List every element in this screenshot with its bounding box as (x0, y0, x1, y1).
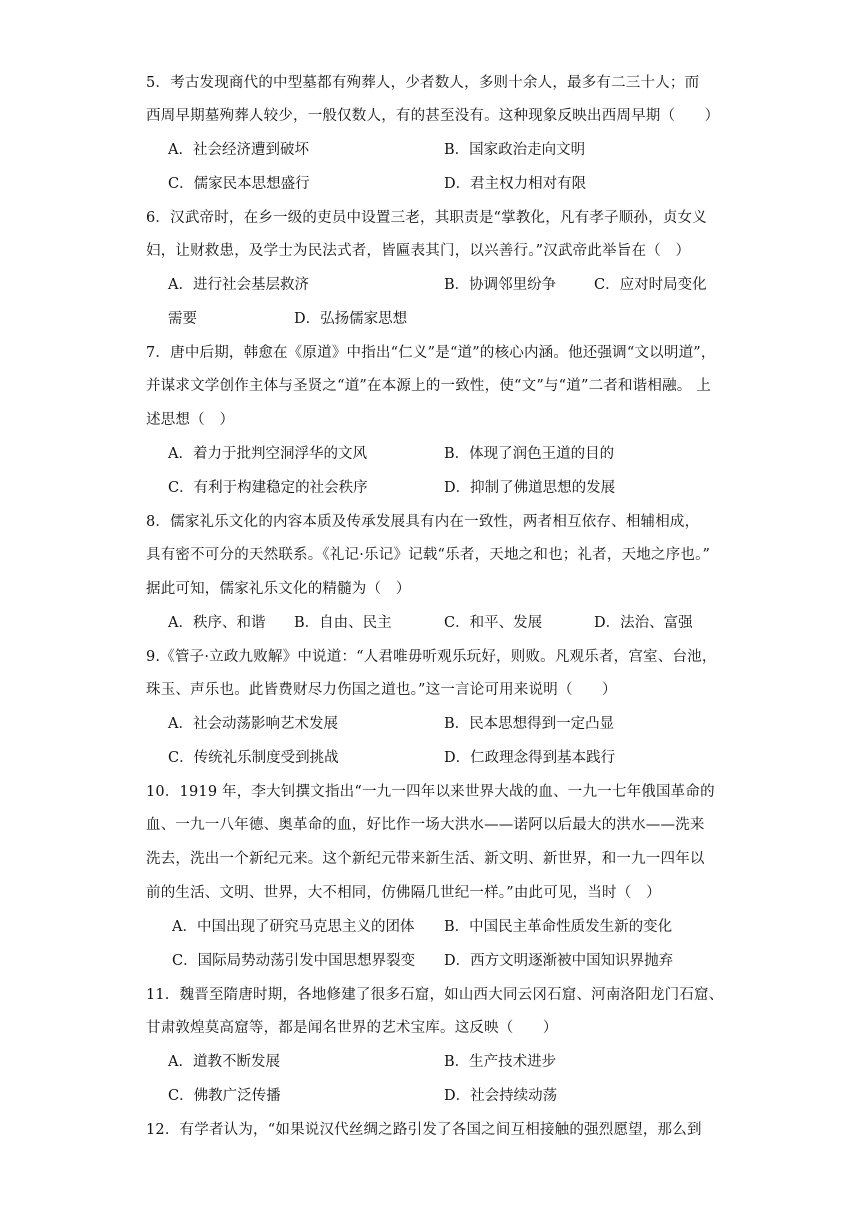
question-5-option-d[interactable]: D．君主权力相对有限 (444, 176, 587, 192)
question-6-option-d[interactable]: D．弘扬儒家思想 (294, 311, 408, 327)
question-6-line-2: 妇，让财救患，及学士为民法式者，皆匾表其门，以兴善行。”汉武帝此举旨在（ ） (146, 243, 691, 259)
question-10-line-2: 血、一九一八年德、奥革命的血，好比作一场大洪水——诺阿以后最大的洪水——洗来 (146, 817, 705, 833)
question-5-option-c[interactable]: C．儒家民本思想盛行 (168, 176, 310, 192)
question-5-option-b[interactable]: B．国家政治走向文明 (444, 142, 586, 158)
question-9-line-1: 9.《管子·立政九败解》中说道：“人君唯毋听观乐玩好，则败。凡观乐者，宫室、台池， (146, 649, 717, 665)
question-6-option-c[interactable]: C．应对时局变化 (594, 277, 707, 293)
question-10-option-c[interactable]: C．国际局势动荡引发中国思想界裂变 (172, 953, 416, 969)
question-9-option-d[interactable]: D．仁政理念得到基本践行 (444, 750, 616, 766)
question-7-option-d[interactable]: D．抑制了佛道思想的发展 (444, 480, 616, 496)
question-7-line-3: 述思想（ ） (146, 412, 235, 428)
question-10-line-4: 前的生活、文明、世界，大不相同，仿佛隔几世纪一样。”由此可见，当时（ ） (146, 885, 661, 901)
question-10-option-b[interactable]: B．中国民主革命性质发生新的变化 (444, 919, 673, 935)
question-11-option-b[interactable]: B．生产技术进步 (444, 1054, 557, 1070)
question-8-line-3: 据此可知，儒家礼乐文化的精髓为（ ） (146, 581, 411, 597)
question-8-option-b[interactable]: B．自由、民主 (294, 615, 392, 631)
question-8-option-d[interactable]: D．法治、富强 (594, 615, 693, 631)
question-12-line-1: 12．有学者认为，“如果说汉代丝绸之路引发了各国之间互相接触的强烈愿望，那么到 (146, 1122, 702, 1138)
question-7-line-1: 7．唐中后期，韩愈在《原道》中指出“仁义”是“道”的核心内涵。他还强调“文以明道”， (146, 345, 716, 361)
question-9-option-a[interactable]: A．社会动荡影响艺术发展 (168, 716, 338, 732)
question-11-option-c[interactable]: C．佛教广泛传播 (168, 1088, 281, 1104)
question-7-option-b[interactable]: B．体现了润色王道的目的 (444, 446, 615, 462)
question-8-option-c[interactable]: C．和平、发展 (444, 615, 543, 631)
question-5-line-2: 西周早期墓殉葬人较少，一般仅数人，有的甚至没有。这种现象反映出西周早期（ ） (146, 108, 720, 124)
question-9-option-c[interactable]: C．传统礼乐制度受到挑战 (168, 750, 339, 766)
question-6-line-1: 6．汉武帝时，在乡一级的吏员中设置三老，其职责是“掌教化，凡有孝子顺孙，贞女义 (146, 210, 707, 226)
question-9-option-b[interactable]: B．民本思想得到一定凸显 (444, 716, 615, 732)
question-6-option-b[interactable]: B．协调邻里纷争 (444, 277, 557, 293)
question-11-line-1: 11．魏晋至隋唐时期，各地修建了很多石窟，如山西大同云冈石窟、河南洛阳龙门石窟、 (146, 987, 724, 1003)
question-6-option-a[interactable]: A．进行社会基层救济 (168, 277, 309, 293)
question-11-option-d[interactable]: D．社会持续动荡 (444, 1088, 558, 1104)
question-10-line-3: 洗去，洗出一个新纪元来。这个新纪元带来新生活、新文明、新世界，和一九一四年以 (146, 851, 705, 867)
question-8-option-a[interactable]: A．秩序、和谐 (168, 615, 266, 631)
question-7-option-c[interactable]: C．有利于构建稳定的社会秩序 (168, 480, 368, 496)
question-8-line-2: 具有密不可分的天然联系。《礼记·乐记》记载“乐者，天地之和也；礼者，天地之序也。” (146, 547, 711, 563)
question-5-option-a[interactable]: A．社会经济遭到破坏 (168, 142, 309, 158)
question-10-line-1: 10．1919 年，李大钊撰文指出“一九一四年以来世界大战的血、一九一七年俄国革命的 (146, 784, 715, 800)
question-5-line-1: 5．考古发现商代的中型墓都有殉葬人，少者数人，多则十余人，最多有二三十人；而 (146, 75, 700, 91)
question-7-option-a[interactable]: A．着力于批判空洞浮华的文风 (168, 446, 367, 462)
question-10-option-a[interactable]: A．中国出现了研究马克思主义的团体 (172, 919, 415, 935)
question-6-option-c-continued: 需要 (168, 311, 197, 327)
question-10-option-d[interactable]: D．西方文明逐渐被中国知识界抛弃 (444, 953, 674, 969)
question-9-line-2: 珠玉、声乐也。此皆费财尽力伤国之道也。”这一言论可用来说明（ ） (146, 682, 617, 698)
question-8-line-1: 8．儒家礼乐文化的内容本质及传承发展具有内在一致性，两者相互依存、相辅相成， (146, 514, 700, 530)
question-11-line-2: 甘肃敦煌莫高窟等，都是闻名世界的艺术宝库。这反映（ ） (146, 1020, 558, 1036)
question-7-line-2: 并谋求文学创作主体与圣贤之“道”在本源上的一致性，使“文”与“道”二者和谐相融。 上 (146, 378, 711, 394)
question-11-option-a[interactable]: A．道教不断发展 (168, 1054, 280, 1070)
